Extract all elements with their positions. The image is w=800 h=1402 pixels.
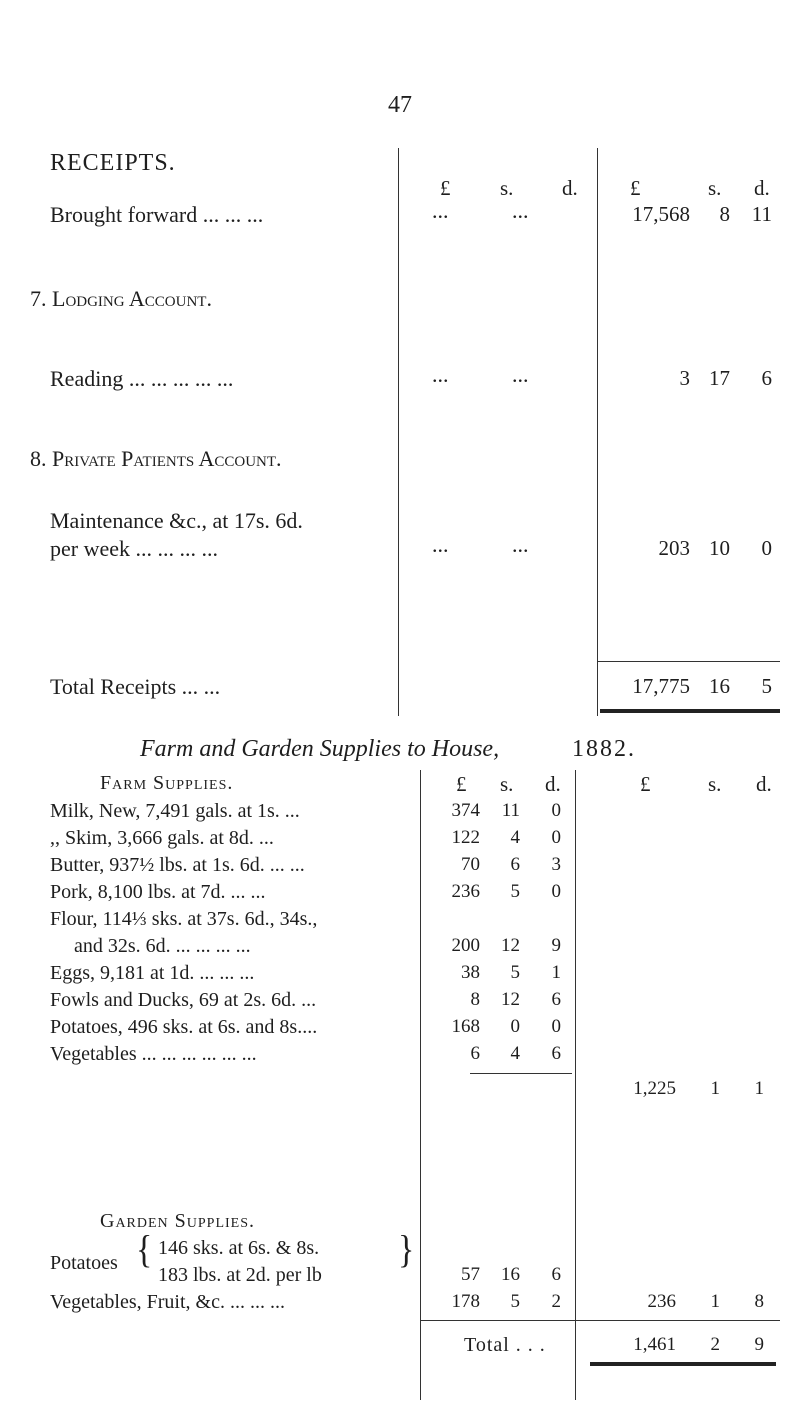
receipts-heading: RECEIPTS.	[50, 150, 176, 176]
garden-item-shillings: 5	[510, 1291, 520, 1312]
reading-mid-dots: ...	[432, 362, 449, 387]
supplies-mid-shillings-header: s.	[500, 772, 514, 796]
farm-item-label-line2: and 32s. 6d. ... ... ... ...	[74, 935, 251, 957]
garden-total-shillings: 1	[710, 1291, 720, 1312]
receipts-mid-shillings-header: s.	[500, 176, 514, 200]
farm-item-label: Potatoes, 496 sks. at 6s. and 8s....	[50, 1016, 318, 1038]
brought-forward-mid-dots: ...	[432, 198, 449, 223]
maintenance-label-line2: per week ... ... ... ...	[50, 536, 219, 561]
receipts-right-pence-header: d.	[754, 176, 770, 200]
reading-pence: 6	[761, 366, 772, 390]
reading-mid-dots: ...	[512, 362, 529, 387]
farm-item-label: Milk, New, 7,491 gals. at 1s. ...	[50, 800, 300, 822]
total-receipts-label: Total Receipts ... ...	[50, 674, 221, 699]
farm-item-pounds: 38	[461, 962, 480, 983]
grand-total-rule	[575, 1320, 780, 1321]
grand-total-double-rule	[590, 1362, 776, 1366]
garden-subtotal-rule	[420, 1320, 575, 1321]
garden-potatoes-label: Potatoes	[50, 1252, 118, 1274]
reading-pounds: 3	[679, 366, 690, 390]
maintenance-pence: 0	[761, 536, 772, 560]
reading-shillings: 17	[709, 366, 730, 390]
farm-item-label-line1: Flour, 114⅓ sks. at 37s. 6d., 34s.,	[50, 908, 318, 930]
farm-subtotal-rule	[470, 1073, 572, 1074]
farm-item-pounds: 122	[451, 827, 480, 848]
farm-item-label: Pork, 8,100 lbs. at 7d. ... ...	[50, 881, 266, 903]
garden-item-pence: 2	[551, 1291, 561, 1312]
farm-item-pounds: 8	[470, 989, 480, 1010]
farm-item-pence: 0	[551, 827, 561, 848]
garden-total-pounds: 236	[647, 1291, 676, 1312]
farm-item-pounds: 70	[461, 854, 480, 875]
supplies-year: 1882.	[572, 736, 636, 762]
farm-item-label: Eggs, 9,181 at 1d. ... ... ...	[50, 962, 255, 984]
receipts-mid-rule	[597, 148, 598, 716]
receipts-right-shillings-header: s.	[708, 176, 722, 200]
receipts-right-pounds-header: £	[630, 176, 641, 200]
receipts-left-rule	[398, 148, 399, 716]
left-brace-icon: {	[136, 1229, 153, 1272]
farm-item-shillings: 12	[501, 935, 520, 956]
page-number: 47	[388, 92, 412, 118]
grand-total-shillings: 2	[710, 1334, 720, 1355]
lodging-account-heading: 7. Lodging Account.	[30, 286, 212, 311]
supplies-mid-pence-header: d.	[545, 772, 561, 796]
brought-forward-pounds: 17,568	[632, 202, 690, 226]
farm-item-pence: 6	[551, 989, 561, 1010]
garden-item-pence: 6	[551, 1264, 561, 1285]
reading-label: Reading ... ... ... ... ...	[50, 366, 234, 391]
garden-potatoes-detail-line2: 183 lbs. at 2d. per lb	[158, 1264, 322, 1286]
farm-item-pence: 0	[551, 881, 561, 902]
maintenance-shillings: 10	[709, 536, 730, 560]
garden-potatoes-detail-line1: 146 sks. at 6s. & 8s.	[158, 1237, 320, 1259]
farm-item-label: Vegetables ... ... ... ... ... ...	[50, 1043, 257, 1065]
farm-supplies-heading: Farm Supplies.	[100, 772, 234, 794]
farm-item-shillings: 4	[510, 1043, 520, 1064]
garden-supplies-heading: Garden Supplies.	[100, 1210, 256, 1232]
farm-item-pence: 0	[551, 1016, 561, 1037]
receipts-mid-pence-header: d.	[562, 176, 578, 200]
total-receipts-pence: 5	[761, 674, 772, 698]
farm-item-pence: 6	[551, 1043, 561, 1064]
garden-item-pounds: 57	[461, 1264, 480, 1285]
supplies-right-pounds-header: £	[640, 772, 651, 796]
garden-item-label: Vegetables, Fruit, &c. ... ... ...	[50, 1291, 285, 1313]
farm-total-shillings: 1	[710, 1078, 720, 1099]
garden-item-pounds: 178	[451, 1291, 480, 1312]
maintenance-label-line1: Maintenance &c., at 17s. 6d.	[50, 508, 303, 533]
farm-item-shillings: 12	[501, 989, 520, 1010]
farm-item-pounds: 236	[451, 881, 480, 902]
farm-item-shillings: 0	[510, 1016, 520, 1037]
farm-item-shillings: 11	[501, 800, 520, 821]
right-brace-icon: }	[398, 1229, 415, 1272]
brought-forward-pence: 11	[751, 202, 772, 226]
farm-item-shillings: 5	[510, 881, 520, 902]
farm-item-pence: 0	[551, 800, 561, 821]
farm-item-pence: 9	[551, 935, 561, 956]
total-receipts-pounds: 17,775	[632, 674, 690, 698]
receipts-total-double-rule	[600, 709, 780, 713]
supplies-left-rule	[420, 770, 421, 1400]
brought-forward-label: Brought forward ... ... ...	[50, 202, 264, 227]
farm-total-pounds: 1,225	[633, 1078, 676, 1099]
supplies-mid-rule	[575, 770, 576, 1400]
farm-total-pence: 1	[754, 1078, 764, 1099]
garden-total-pence: 8	[754, 1291, 764, 1312]
farm-item-shillings: 4	[510, 827, 520, 848]
farm-item-shillings: 6	[510, 854, 520, 875]
brought-forward-mid-dots: ...	[512, 198, 529, 223]
farm-item-label: Butter, 937½ lbs. at 1s. 6d. ... ...	[50, 854, 305, 876]
maintenance-pounds: 203	[658, 536, 690, 560]
farm-item-shillings: 5	[510, 962, 520, 983]
farm-item-pounds: 168	[451, 1016, 480, 1037]
supplies-mid-pounds-header: £	[456, 772, 467, 796]
grand-total-pence: 9	[754, 1334, 764, 1355]
maintenance-mid-dots: ...	[432, 532, 449, 557]
grand-total-pounds: 1,461	[633, 1334, 676, 1355]
garden-item-shillings: 16	[501, 1264, 520, 1285]
farm-item-pounds: 374	[451, 800, 480, 821]
supplies-right-pence-header: d.	[756, 772, 772, 796]
farm-item-pence: 3	[551, 854, 561, 875]
supplies-right-shillings-header: s.	[708, 772, 722, 796]
receipts-mid-pounds-header: £	[440, 176, 451, 200]
farm-item-pence: 1	[551, 962, 561, 983]
private-patients-heading: 8. Private Patients Account.	[30, 446, 282, 471]
total-receipts-shillings: 16	[709, 674, 730, 698]
farm-item-label: Fowls and Ducks, 69 at 2s. 6d. ...	[50, 989, 317, 1011]
farm-item-pounds: 200	[451, 935, 480, 956]
grand-total-label: Total . . .	[464, 1334, 546, 1356]
farm-item-pounds: 6	[470, 1043, 480, 1064]
maintenance-mid-dots: ...	[512, 532, 529, 557]
brought-forward-shillings: 8	[719, 202, 730, 226]
receipts-total-rule	[597, 661, 780, 662]
farm-item-label: ,, Skim, 3,666 gals. at 8d. ...	[50, 827, 274, 849]
supplies-title: Farm and Garden Supplies to House,	[140, 736, 500, 762]
